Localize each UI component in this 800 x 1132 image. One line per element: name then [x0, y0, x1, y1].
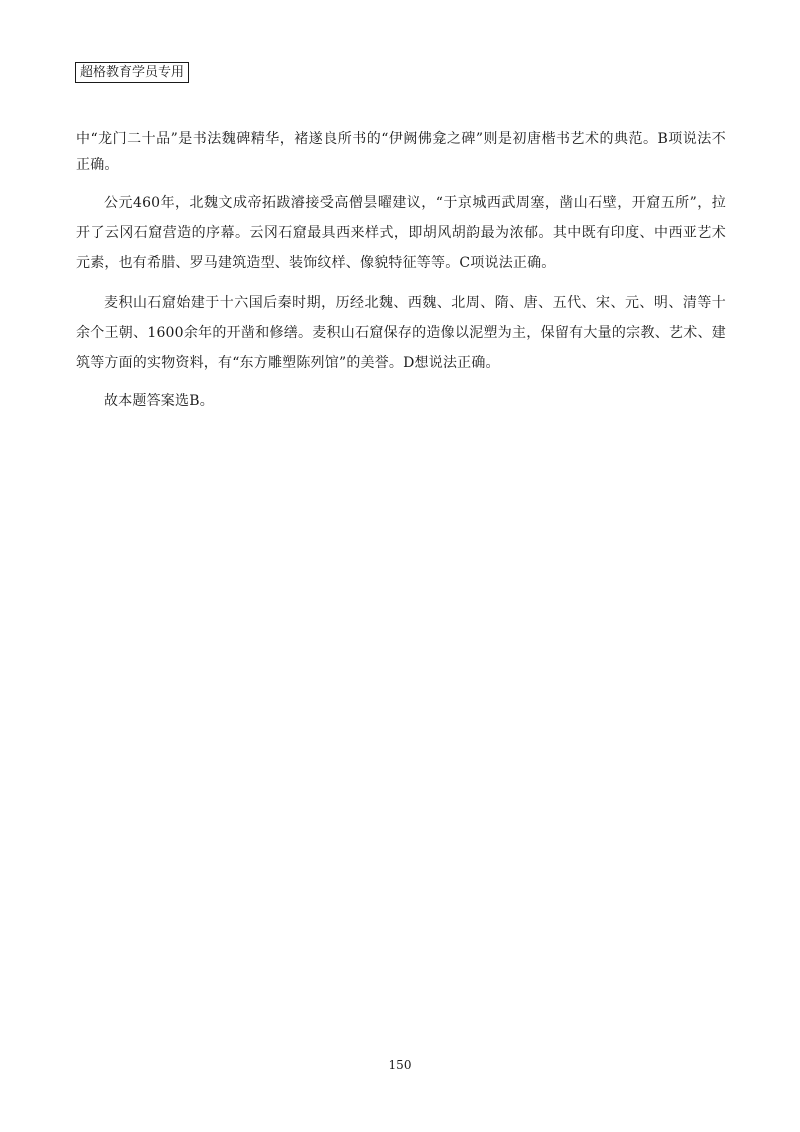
page-number: 150: [388, 1058, 412, 1072]
paragraph-3: 麦积山石窟始建于十六国后秦时期，历经北魏、西魏、北周、隋、唐、五代、宋、元、明、清等十余个王朝、1600余年的开凿和修缮。麦积山石窟保存的造像以泥塑为主，保留有大量的宗教、艺术、建筑等方面的实物资料，有“东方雕塑陈列馆”的美誉。D想说法正确。: [76, 295, 726, 371]
paragraph-4: 故本题答案选B。: [104, 393, 214, 409]
document-body: [76, 126, 726, 424]
paragraph-1: 中“龙门二十品”是书法魏碑精华，褚遂良所书的“伊阙佛龛之碑”则是初唐楷书艺术的典范。B项说法不正确。: [76, 131, 726, 173]
paragraph-2: 公元460年，北魏文成帝拓跋濬接受高僧昙曜建议，“于京城西武周塞，凿山石壁，开窟五所”，拉开了云冈石窟营造的序幕。云冈石窟最具西来样式，即胡风胡韵最为浓郁。其中既有印度、中西亚艺术元素，也有希腊、罗马建筑造型、装饰纹样、像貌特征等等。C项说法正确。: [76, 195, 726, 271]
header-stamp: 超格教育学员专用: [75, 62, 189, 83]
